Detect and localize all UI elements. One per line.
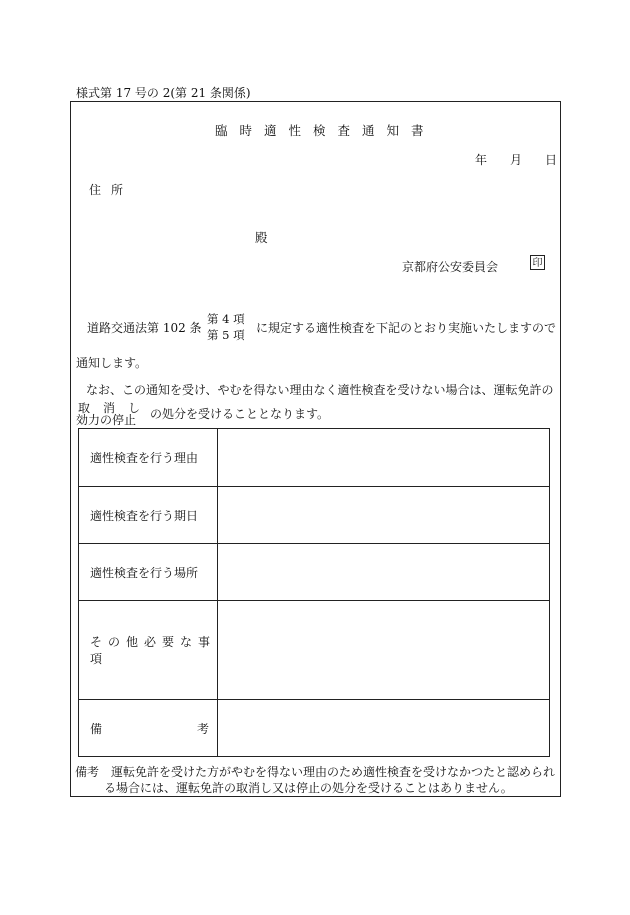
- row-label-other: その他必要な事項: [79, 601, 218, 700]
- form-title: 臨時適性検査通知書: [215, 123, 436, 138]
- notice-text: 通知します。: [76, 356, 148, 370]
- table-row: [79, 601, 550, 700]
- subsection-5: 第 5 項: [207, 328, 245, 342]
- warning-paragraph-suffix: の処分を受けることとなります。: [150, 407, 330, 421]
- table-row: [79, 487, 550, 544]
- row-label-place: 適性検査を行う場所: [79, 544, 218, 601]
- row-label-reason: 適性検査を行う理由: [79, 429, 218, 487]
- table-row: [79, 544, 550, 601]
- warning-paragraph: なお、この通知を受け、やむを得ない理由なく適性検査を受けない場合は、運転免許の: [86, 383, 554, 397]
- row-label-date: 適性検査を行う期日: [79, 487, 218, 544]
- row-value-reason[interactable]: [218, 429, 550, 487]
- row-value-date[interactable]: [218, 487, 550, 544]
- form-number: 様式第 17 号の 2(第 21 条関係): [76, 86, 251, 100]
- table-row: [79, 700, 550, 757]
- address-label: 住所: [89, 183, 134, 197]
- date-year: 年: [475, 153, 488, 167]
- date-month: 月: [510, 153, 523, 167]
- honorific: 殿: [255, 230, 268, 245]
- remarks-label-part1: 備: [90, 721, 103, 736]
- remarks-label-part2: 考: [196, 721, 209, 736]
- detail-table: [78, 428, 550, 757]
- table-row: [79, 429, 550, 487]
- row-value-place[interactable]: [218, 544, 550, 601]
- row-value-remarks[interactable]: [218, 700, 550, 757]
- row-value-other[interactable]: [218, 601, 550, 700]
- option-revoke: 取消し: [78, 401, 154, 415]
- option-suspend: 効力の停止: [76, 413, 137, 427]
- date-day: 日: [545, 153, 558, 167]
- subsection-4: 第 4 項: [207, 312, 245, 326]
- footnote-line-1: 備考 運転免許を受けた方がやむを得ない理由のため適性検査を受けなかつたと認められ: [75, 765, 556, 779]
- footnote-line-2: る場合には、運転免許の取消し又は停止の処分を受けることはありません。: [104, 781, 513, 795]
- issuer-name: 京都府公安委員会: [402, 260, 499, 274]
- seal-mark: 印: [530, 255, 545, 270]
- law-reference: 道路交通法第 102 条: [87, 321, 202, 335]
- row-label-remarks: [79, 700, 218, 757]
- law-reference-suffix: に規定する適性検査を下記のとおり実施いたしますので: [256, 321, 557, 335]
